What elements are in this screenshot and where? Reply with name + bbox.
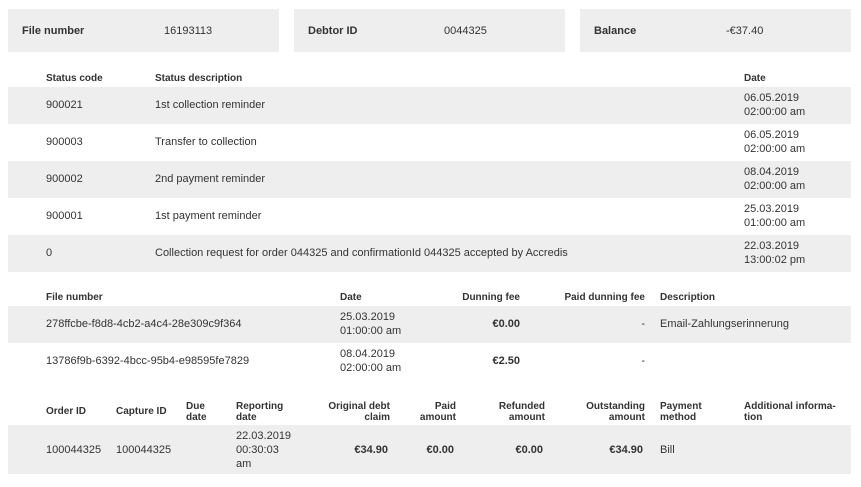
reporting-date-line3: am [236, 458, 252, 470]
reporting-date-line1: 22.03.2019 [236, 430, 292, 442]
additional-info-header [744, 401, 836, 423]
additional-info-header-line2: tion [744, 412, 763, 423]
due-date-header-line2: date [186, 412, 207, 423]
original-debt: €34.90 [354, 444, 388, 456]
status-date: 06.05.2019 [744, 92, 800, 104]
status-date: 06.05.2019 [744, 129, 800, 141]
file-number-label: File number [22, 24, 85, 37]
outstanding-amount: €34.90 [609, 444, 643, 456]
balance-box [580, 9, 851, 52]
outstanding-amount-header-line2: amount [608, 412, 645, 423]
paid-dunning-fee: - [641, 318, 645, 330]
paid-dunning-fee-header: Paid dunning fee [564, 292, 645, 303]
due-date-header [186, 401, 207, 423]
status-code-header: Status code [46, 73, 103, 84]
reporting-date-header-line1: Reporting [236, 401, 284, 412]
debtor-id-box [294, 9, 565, 52]
status-description: 1st payment reminder [155, 210, 262, 222]
status-time: 02:00:00 am [744, 106, 806, 118]
dunning-time: 01:00:00 am [340, 325, 402, 337]
capture-id: 100044325 [116, 444, 172, 456]
dunning-date-header: Date [340, 292, 362, 303]
status-description: 1st collection reminder [155, 99, 266, 111]
table-row [8, 235, 851, 272]
payment-method: Bill [660, 444, 675, 456]
balance-label: Balance [594, 24, 637, 37]
file-number-box [8, 9, 279, 52]
dunning-time: 02:00:00 am [340, 362, 402, 374]
table-row [8, 87, 851, 124]
dunning-fee-header: Dunning fee [462, 292, 520, 303]
status-time: 01:00:00 am [744, 217, 806, 229]
table-row [8, 198, 851, 235]
status-date: 22.03.2019 [744, 240, 800, 252]
order-id-header-text: Order ID [46, 406, 87, 417]
capture-id-header-text: Capture ID [116, 406, 167, 417]
status-description: 2nd payment reminder [155, 173, 266, 185]
paid-dunning-fee: - [641, 355, 645, 367]
reporting-date-header-line2: date [236, 412, 257, 423]
paid-amount-header-line2: amount [419, 412, 456, 423]
status-time: 02:00:00 am [744, 143, 806, 155]
dunning-description: Email-Zahlungserinnerung [660, 318, 790, 330]
status-time: 13:00:02 pm [744, 254, 806, 266]
status-description-header: Status description [155, 73, 243, 84]
due-date-header-line1: Due [186, 401, 205, 412]
status-description: Transfer to collection [155, 136, 257, 148]
file-number-value: 16193113 [164, 24, 213, 37]
order-id-header [46, 406, 86, 417]
status-time: 02:00:00 am [744, 180, 806, 192]
dunning-description-header: Description [660, 292, 716, 303]
table-row [8, 161, 851, 198]
paid-amount: €0.00 [426, 444, 454, 456]
dunning-file-number: 13786f9b-6392-4bcc-95b4-e98595fe7829 [46, 355, 250, 367]
refunded-amount-header [499, 401, 545, 423]
original-debt-header-line2: claim [364, 412, 390, 423]
status-code: 900001 [46, 210, 83, 222]
refunded-amount-header-line2: amount [508, 412, 545, 423]
table-row [8, 425, 851, 474]
payment-method-header-line2: method [660, 412, 697, 423]
status-date: 25.03.2019 [744, 203, 800, 215]
table-row [8, 306, 851, 343]
outstanding-amount-header [586, 401, 645, 423]
debtor-id-label: Debtor ID [308, 24, 358, 37]
paid-amount-header [420, 401, 456, 423]
refunded-amount-header-line1: Refunded [498, 401, 545, 412]
status-code: 900021 [46, 99, 83, 111]
dunning-file-number-header: File number [46, 292, 103, 303]
status-code: 0 [46, 247, 53, 259]
original-debt-header [328, 401, 390, 423]
status-date-header: Date [744, 73, 766, 84]
order-id: 100044325 [46, 444, 102, 456]
dunning-fee: €2.50 [492, 355, 520, 367]
table-row [8, 124, 851, 161]
dunning-date: 08.04.2019 [340, 348, 396, 360]
dunning-file-number: 278ffcbe-f8d8-4cb2-a4c4-28e309c9f364 [46, 318, 242, 330]
dunning-fee: €0.00 [492, 318, 520, 330]
reporting-date-header [236, 401, 283, 423]
original-debt-header-line1: Original debt [328, 401, 390, 412]
dunning-date: 25.03.2019 [340, 311, 396, 323]
payment-method-header [660, 401, 702, 423]
status-date: 08.04.2019 [744, 166, 800, 178]
outstanding-amount-header-line1: Outstanding [586, 401, 645, 412]
table-row [8, 343, 851, 380]
capture-id-header [116, 406, 167, 417]
additional-info-header-line1: Additional informa- [744, 401, 836, 412]
payment-method-header-line1: Payment [660, 401, 702, 412]
status-description: Collection request for order 044325 and confirmationId 044325 accepted by Accredis [155, 247, 568, 259]
paid-amount-header-line1: Paid [434, 401, 456, 412]
balance-value: -€37.40 [726, 24, 764, 37]
refunded-amount: €0.00 [515, 444, 543, 456]
status-code: 900002 [46, 173, 83, 185]
reporting-date-line2: 00:30:03 [236, 444, 279, 456]
debtor-id-value: 0044325 [444, 24, 487, 37]
status-code: 900003 [46, 136, 83, 148]
